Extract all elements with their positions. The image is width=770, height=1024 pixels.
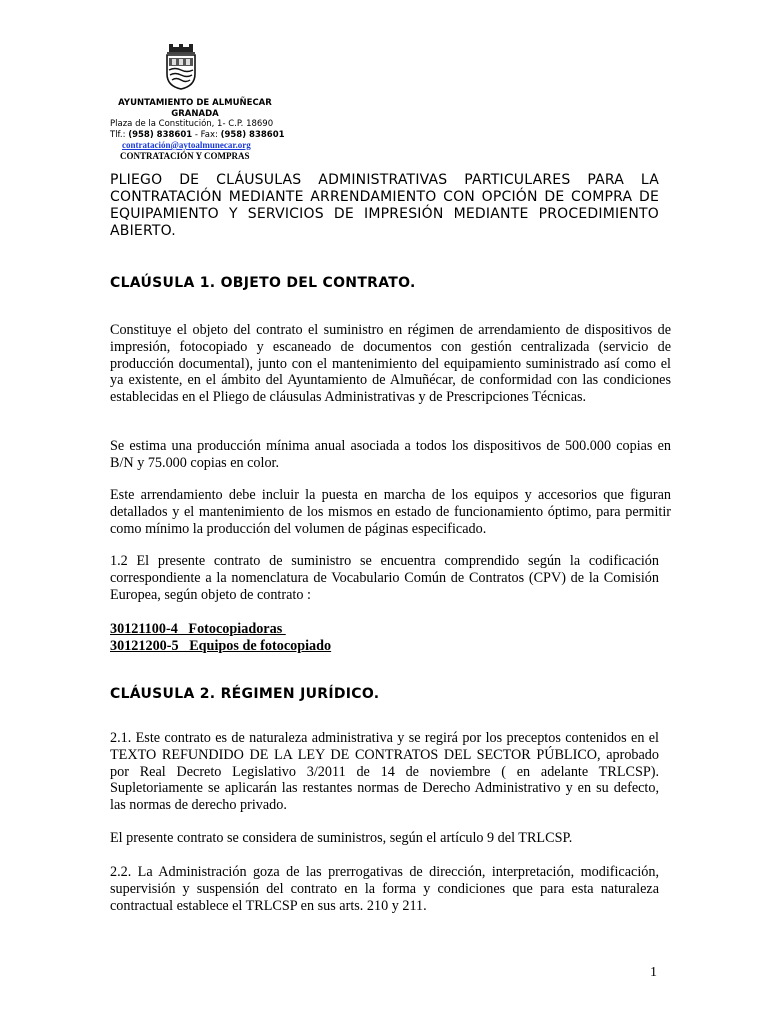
clause-1-paragraph: Este arrendamiento debe incluir la puesta en marcha de los equipos y accesorios que figuran detallados y el mantenimiento de los mismos en estado de funcionamiento óptimo, para permitir como mínimo la producción del volumen de páginas especificado. bbox=[110, 487, 671, 537]
letterhead bbox=[110, 98, 310, 161]
organization-email-link[interactable]: contratación@aytoalmunecar.org bbox=[122, 140, 251, 150]
coat-of-arms-icon bbox=[163, 44, 199, 90]
clause-1-paragraph: 1.2 El presente contrato de suministro se encuentra comprendido según la codificación correspondiente a la nomenclatura de Vocabulario Común de Contratos (CPV) de la Comisión Europea, según objeto de contrato : bbox=[110, 553, 659, 603]
clause-1-paragraph: Constituye el objeto del contrato el suministro en régimen de arrendamiento de dispositivos de impresión, fotocopiado y escaneado de documentos con gestión centralizada (servicio de producción documental), junto con el mantenimiento del equipamiento suministrado así como el ya existente, en el ámbito del Ayuntamiento de Almuñécar, de conformidad con las condiciones establecidas en el Pliego de cláusulas Administrativas y de Prescripciones Técnicas. bbox=[110, 322, 671, 406]
organization-name: AYUNTAMIENTO DE ALMUÑECAR bbox=[118, 98, 272, 108]
fax-prefix: Fax: bbox=[200, 129, 218, 140]
organization-department: CONTRATACIÓN Y COMPRAS bbox=[120, 150, 250, 161]
clause-2-heading: CLÁUSULA 2. RÉGIMEN JURÍDICO. bbox=[110, 686, 380, 702]
clause-1-paragraph: Se estima una producción mínima anual asociada a todos los dispositivos de 500.000 copias en B/N y 75.000 copias en color. bbox=[110, 438, 671, 471]
cpv-code: 30121100-4 Fotocopiadoras bbox=[110, 621, 286, 637]
clause-2-paragraph: 2.2. La Administración goza de las prerrogativas de dirección, interpretación, modificación, supervisión y suspensión del contrato en la forma y condiciones que para esta naturaleza contractual establece el TRLCSP en sus arts. 210 y 211. bbox=[110, 864, 659, 914]
clause-2-paragraph: 2.1. Este contrato es de naturaleza administrativa y se regirá por los preceptos contenidos en el TEXTO REFUNDIDO DE LA LEY DE CONTRATOS DEL SECTOR PÚBLICO, aprobado por Real Decreto Legislativo 3/2011 de 14 de noviembre ( en adelante TRLCSP). Supletoriamente se aplicarán las restantes normas de Derecho Administrativo y en su defecto, las normas de derecho privado. bbox=[110, 730, 659, 814]
cpv-code: 30121200-5 Equipos de fotocopiado bbox=[110, 638, 332, 654]
phone-prefix: Tlf.: bbox=[110, 129, 126, 140]
page-number: 1 bbox=[650, 965, 657, 980]
cpv-code-list bbox=[110, 621, 331, 655]
fax-number: (958) 838601 bbox=[220, 129, 285, 140]
document-title: PLIEGO DE CLÁUSULAS ADMINISTRATIVAS PARTICULARES PARA LA CONTRATACIÓN MEDIANTE ARRENDAMIENTO CON OPCIÓN DE COMPRA DE EQUIPAMIENTO Y SERVICIOS DE IMPRESIÓN MEDIANTE PROCEDIMIENTO ABIERTO. bbox=[110, 172, 659, 239]
organization-phone-line: Tlf.: (958) 838601 - Fax: (958) 838601 bbox=[110, 129, 285, 140]
clause-1-heading: CLAÚSULA 1. OBJETO DEL CONTRATO. bbox=[110, 275, 416, 291]
organization-province: GRANADA bbox=[171, 108, 219, 119]
phone-number: (958) 838601 bbox=[128, 129, 193, 140]
organization-address: Plaza de la Constitución, 1- C.P. 18690 bbox=[110, 119, 274, 129]
clause-2-paragraph: El presente contrato se considera de suministros, según el artículo 9 del TRLCSP. bbox=[110, 830, 573, 846]
